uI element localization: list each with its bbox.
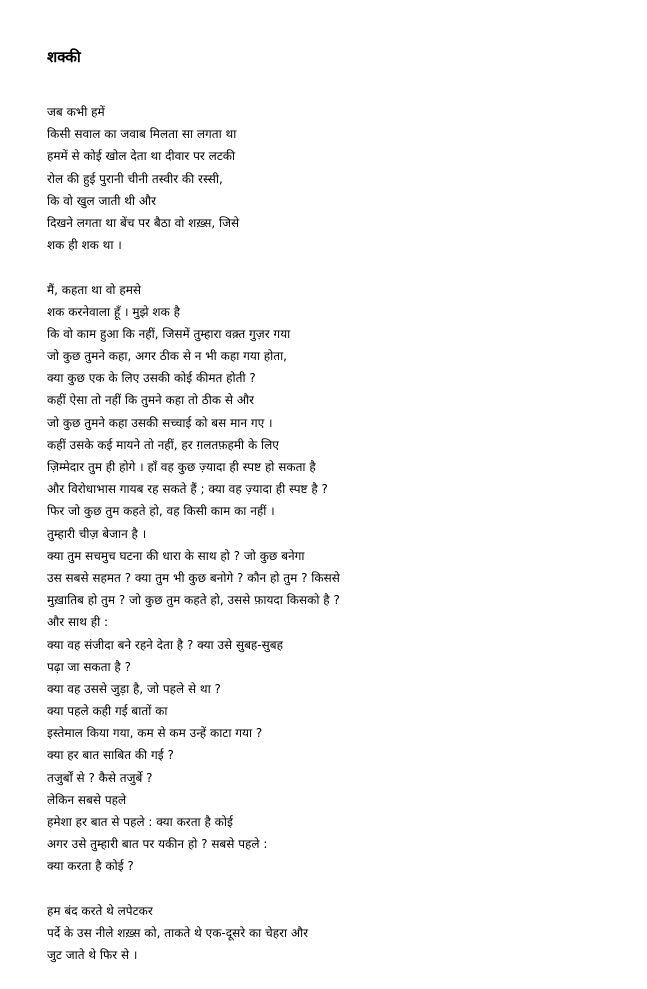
stanza: [47, 101, 627, 256]
poem-line: मैं, कहता था वो हमसे: [47, 282, 142, 297]
poem-line: जो कुछ तुमने कहा, अगर ठीक से न भी कहा गया होता,: [47, 349, 287, 364]
poem-line: जो कुछ तुमने कहा उसकी सच्चाई को बस मान गए ।: [47, 415, 273, 430]
poem-line: कहीं ऐसा तो नहीं कि तुमने कहा तो ठीक से और: [47, 393, 255, 408]
poem-line: अगर उसे तुम्हारी बात पर यकीन हो ? सबसे पहले :: [47, 837, 268, 852]
poem-line: दिखने लगता था बेंच पर बैठा वो शख़्स, जिसे: [47, 215, 240, 230]
poem-title: शक्की: [47, 48, 81, 66]
poem-line: लेकिन सबसे पहले: [47, 792, 127, 807]
poem-line: रोल की हुई पुरानी चीनी तस्वीर की रस्सी,: [47, 171, 223, 186]
poem-line: हमेशा हर बात से पहले : क्या करता है कोई: [47, 815, 233, 829]
poem-line: हम बंद करते थे लपेटकर: [47, 903, 153, 918]
poem-line: और साथ ही :: [47, 615, 109, 630]
poem-line: जुट जाते थे फिर से ।: [47, 948, 138, 963]
poem-line: शक करनेवाला हूँ । मुझे शक है: [47, 304, 180, 319]
poem-line: शक ही शक था ।: [47, 238, 122, 253]
poem-line: पर्दे के उस नीले शख़्स को, ताकते थे एक-दूसरे का चेहरा और: [47, 925, 309, 940]
poem-line: फिर जो कुछ तुम कहते हो, वह किसी काम का नहीं ।: [47, 504, 275, 519]
poem-line: क्या वह उससे जुड़ा है, जो पहले से था ?: [47, 681, 221, 696]
poem-line: तुम्हारी चीज़ बेजान है ।: [47, 526, 147, 541]
poem-line: ज़िम्मेदार तुम ही होगे । हाँ वह कुछ ज़्यादा ही स्पष्ट हो सकता है: [47, 460, 316, 474]
poem-line: कहीं उसके कई मायने तो नहीं, हर ग़लतफ़हमी के लिए: [47, 437, 279, 452]
poem-line: क्या कुछ एक के लिए उसकी कोई कीमत होती ?: [47, 371, 256, 386]
poem-line: क्या तुम सचमुच घटना की धारा के साथ हो ? जो कुछ बनेगा: [47, 548, 305, 563]
poem-line: इस्तेमाल किया गया, कम से कम उन्हें काटा गया ?: [47, 726, 263, 741]
poem-line: कि वो खुल जाती थी और: [47, 193, 157, 208]
poem-line: और विरोधाभास गायब रह सकते हैं ; क्या वह ज़्यादा ही स्पष्ट है ?: [47, 482, 328, 497]
poem-line: उस सबसे सहमत ? क्या तुम भी कुछ बनोगे ? कौन हो तुम ? किससे: [47, 570, 340, 585]
poem-line: तजुर्बों से ? कैसे तजुर्बे ?: [47, 770, 153, 785]
poem-line: क्या वह संजीदा बने रहने देता है ? क्या उसे सुबह-सुबह: [47, 637, 283, 652]
poem-line: क्या हर बात साबित की गई ?: [47, 748, 174, 763]
stanza: [47, 279, 627, 878]
poem-line: जब कभी हमें: [47, 105, 105, 119]
poem-line: मुख़ातिब हो तुम ? जो कुछ तुम कहते हो, उससे फ़ायदा किसको है ?: [47, 593, 340, 608]
poem-line: कि वो काम हुआ कि नहीं, जिसमें तुम्हारा वक़्त गुज़र गया: [47, 326, 291, 341]
poem-line: किसी सवाल का जवाब मिलता सा लगता था: [47, 127, 237, 142]
poem-line: क्या पहले कही गई बातों का: [47, 704, 168, 719]
stanza: [47, 900, 627, 967]
poem-line: क्या करता है कोई ?: [47, 859, 134, 874]
poem-line: पढ़ा जा सकता है ?: [47, 659, 131, 674]
poem-line: हममें से कोई खोल देता था दीवार पर लटकी: [47, 149, 236, 164]
poem-body: [47, 101, 627, 989]
